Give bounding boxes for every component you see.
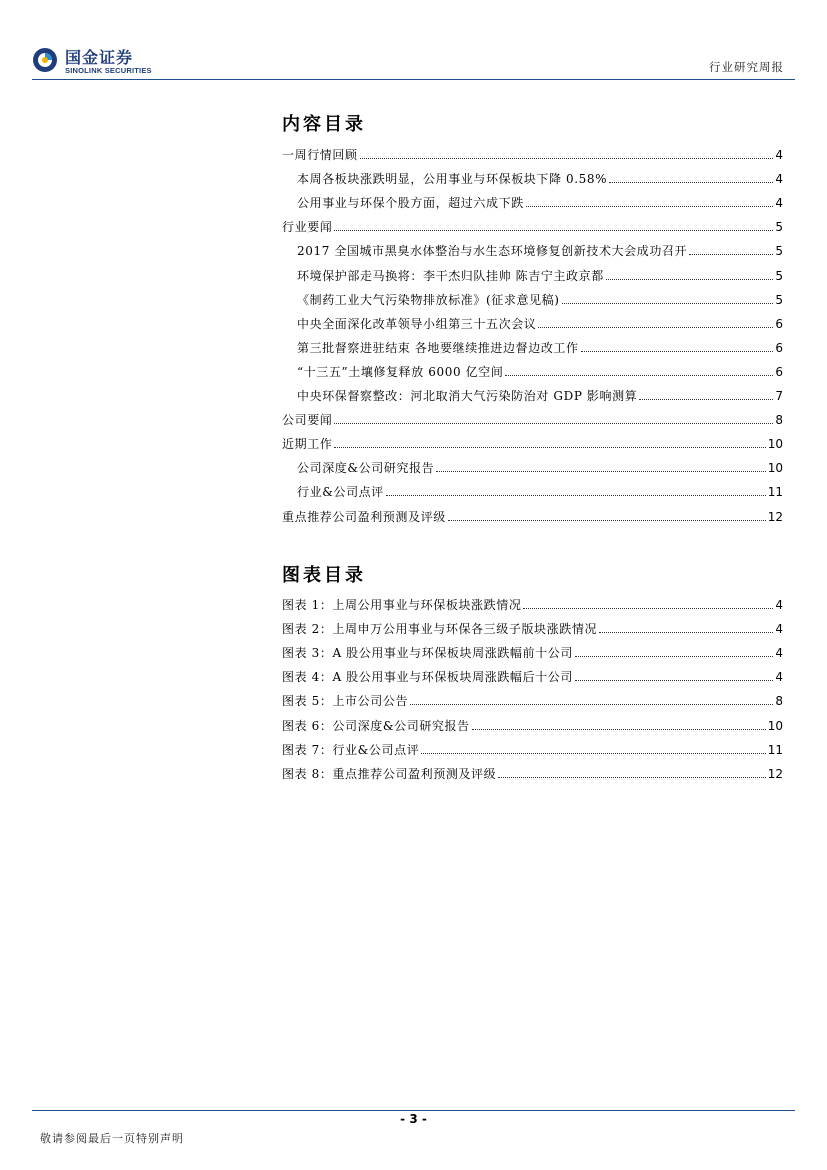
figure-entry[interactable]: [282, 593, 783, 613]
dot-leader: [599, 631, 773, 633]
toc-entry-text: 近期工作: [282, 437, 333, 452]
dot-leader: [538, 326, 773, 328]
dot-leader: [410, 703, 773, 705]
disclaimer-note: 敬请参阅最后一页特别声明: [40, 1132, 184, 1145]
toc-entry-page: 6: [775, 340, 783, 355]
toc-entry-page: 5: [775, 268, 783, 283]
toc-entry-page: 7: [775, 389, 783, 403]
toc-entry-text: 公司要闻: [282, 413, 333, 428]
figure-entry-text: 图表 7：行业&公司点评: [282, 742, 420, 757]
dot-leader: [639, 398, 773, 400]
dot-leader: [498, 776, 765, 778]
figure-entry-text: 图表 2：上周申万公用事业与环保各三级子版块涨跌情况: [282, 622, 598, 637]
toc-entry-text: 本周各板块涨跌明显，公用事业与环保板块下降 0.58%: [297, 172, 608, 187]
toc-entry-text: 2017 全国城市黑臭水体整治与水生态环境修复创新技术大会成功召开: [297, 244, 688, 259]
toc-entry[interactable]: [282, 505, 783, 525]
dot-leader: [689, 253, 773, 255]
toc-entry-text: 重点推荐公司盈利预测及评级: [282, 509, 446, 524]
figure-entry-text: 图表 3：A 股公用事业与环保板块周涨跌幅前十公司: [282, 646, 573, 661]
dot-leader: [334, 422, 773, 424]
figure-entry[interactable]: [282, 714, 783, 734]
header-divider: [32, 79, 795, 80]
dot-leader: [472, 728, 766, 730]
dot-leader: [606, 278, 774, 280]
figure-entry[interactable]: [282, 617, 783, 637]
figures-title: 图表目录: [282, 565, 366, 586]
sinolink-logo-icon: [32, 47, 58, 73]
toc-entry-text: 行业要闻: [282, 220, 333, 235]
figure-entry-text: 图表 4：A 股公用事业与环保板块周涨跌幅后十公司: [282, 670, 573, 685]
dot-leader: [421, 752, 765, 754]
dot-leader: [523, 607, 773, 609]
toc-entry-text: 《制药工业大气污染物排放标准》(征求意见稿): [297, 292, 560, 307]
toc-entry[interactable]: [297, 312, 783, 332]
figure-entry-page: 10: [767, 718, 783, 733]
toc-entry[interactable]: [297, 288, 783, 308]
toc-entry-page: 5: [775, 292, 783, 307]
figure-entry-page: 4: [775, 646, 783, 661]
company-logo: [32, 45, 172, 81]
dot-leader: [436, 470, 765, 472]
toc-entry-text: 中央全面深化改革领导小组第三十五次会议: [297, 316, 537, 331]
figure-entry[interactable]: [282, 665, 783, 685]
toc-entry[interactable]: [297, 336, 783, 356]
toc-entry-text: “十三五”土壤修复释放 6000 亿空间: [297, 364, 504, 379]
toc-entry-text: 一周行情回顾: [282, 148, 358, 162]
toc-entry-page: 5: [775, 244, 783, 259]
figure-entry-page: 4: [775, 670, 783, 685]
toc-entry-page: 8: [775, 413, 783, 428]
toc-entry[interactable]: [282, 143, 783, 163]
toc-title: 内容目录: [282, 114, 366, 135]
page-header: [0, 0, 827, 82]
toc-entry[interactable]: [297, 191, 783, 211]
toc-entry-text: 公司深度&公司研究报告: [297, 461, 435, 476]
figure-entry-text: 图表 6：公司深度&公司研究报告: [282, 718, 470, 733]
toc-entry-page: 5: [775, 220, 783, 235]
report-type-label: 行业研究周报: [709, 60, 784, 74]
logo-english-name: SINOLINK SECURITIES: [65, 66, 152, 75]
figure-entry-page: 11: [767, 742, 783, 757]
toc-entry-text: 公用事业与环保个股方面，超过六成下跌: [297, 196, 524, 211]
dot-leader: [562, 302, 774, 304]
toc-entry-page: 6: [775, 364, 783, 379]
dot-leader: [575, 679, 773, 681]
toc-entry-page: 4: [775, 172, 783, 187]
toc-entry-text: 环境保护部走马换将：李干杰归队挂帅 陈吉宁主政京都: [297, 268, 604, 283]
toc-entry[interactable]: [297, 239, 783, 259]
toc-entry-page: 10: [767, 461, 783, 476]
toc-entry-page: 12: [767, 509, 783, 524]
dot-leader: [526, 205, 774, 207]
dot-leader: [448, 519, 766, 521]
dot-leader: [575, 655, 773, 657]
toc-entry[interactable]: [297, 264, 783, 284]
toc-entry-page: 11: [767, 485, 783, 500]
toc-entry-page: 6: [775, 316, 783, 331]
figure-entry-page: 12: [767, 766, 783, 781]
page-number: - 3 -: [400, 1112, 427, 1126]
toc-entry[interactable]: [297, 480, 783, 500]
figure-entry[interactable]: [282, 641, 783, 661]
toc-entry-page: 4: [775, 196, 783, 211]
toc-entry-page: 10: [767, 437, 783, 452]
toc-entry[interactable]: [297, 360, 783, 380]
figure-entry[interactable]: [282, 689, 783, 709]
figure-entry-text: 图表 5：上市公司公告: [282, 694, 409, 709]
toc-entry[interactable]: [282, 432, 783, 452]
toc-entry-text: 中央环保督察整改：河北取消大气污染防治对 GDP 影响测算: [297, 389, 638, 403]
toc-entry-text: 第三批督察进驻结束 各地要继续推进边督边改工作: [297, 340, 579, 355]
dot-leader: [334, 229, 773, 231]
toc-entry[interactable]: [297, 384, 783, 404]
logo-chinese-name: 国金证券: [65, 48, 134, 67]
figure-entry-page: 8: [775, 694, 783, 709]
figure-entry[interactable]: [282, 738, 783, 758]
dot-leader: [609, 181, 773, 183]
figure-entry-page: 4: [775, 622, 783, 637]
toc-entry-text: 行业&公司点评: [297, 485, 384, 500]
figure-entry-text: 图表 1：上周公用事业与环保板块涨跌情况: [282, 598, 522, 612]
figure-entry[interactable]: [282, 762, 783, 782]
figure-entry-text: 图表 8：重点推荐公司盈利预测及评级: [282, 766, 497, 781]
toc-entry[interactable]: [282, 408, 783, 428]
dot-leader: [581, 350, 774, 352]
dot-leader: [334, 446, 765, 448]
dot-leader: [505, 374, 773, 376]
footer-divider: [32, 1110, 795, 1111]
toc-entry[interactable]: [297, 167, 783, 187]
dot-leader: [386, 494, 766, 496]
dot-leader: [360, 157, 774, 159]
toc-entry[interactable]: [282, 215, 783, 235]
toc-entry[interactable]: [297, 456, 783, 476]
toc-entry-page: 4: [775, 148, 783, 162]
figure-entry-page: 4: [775, 598, 783, 612]
